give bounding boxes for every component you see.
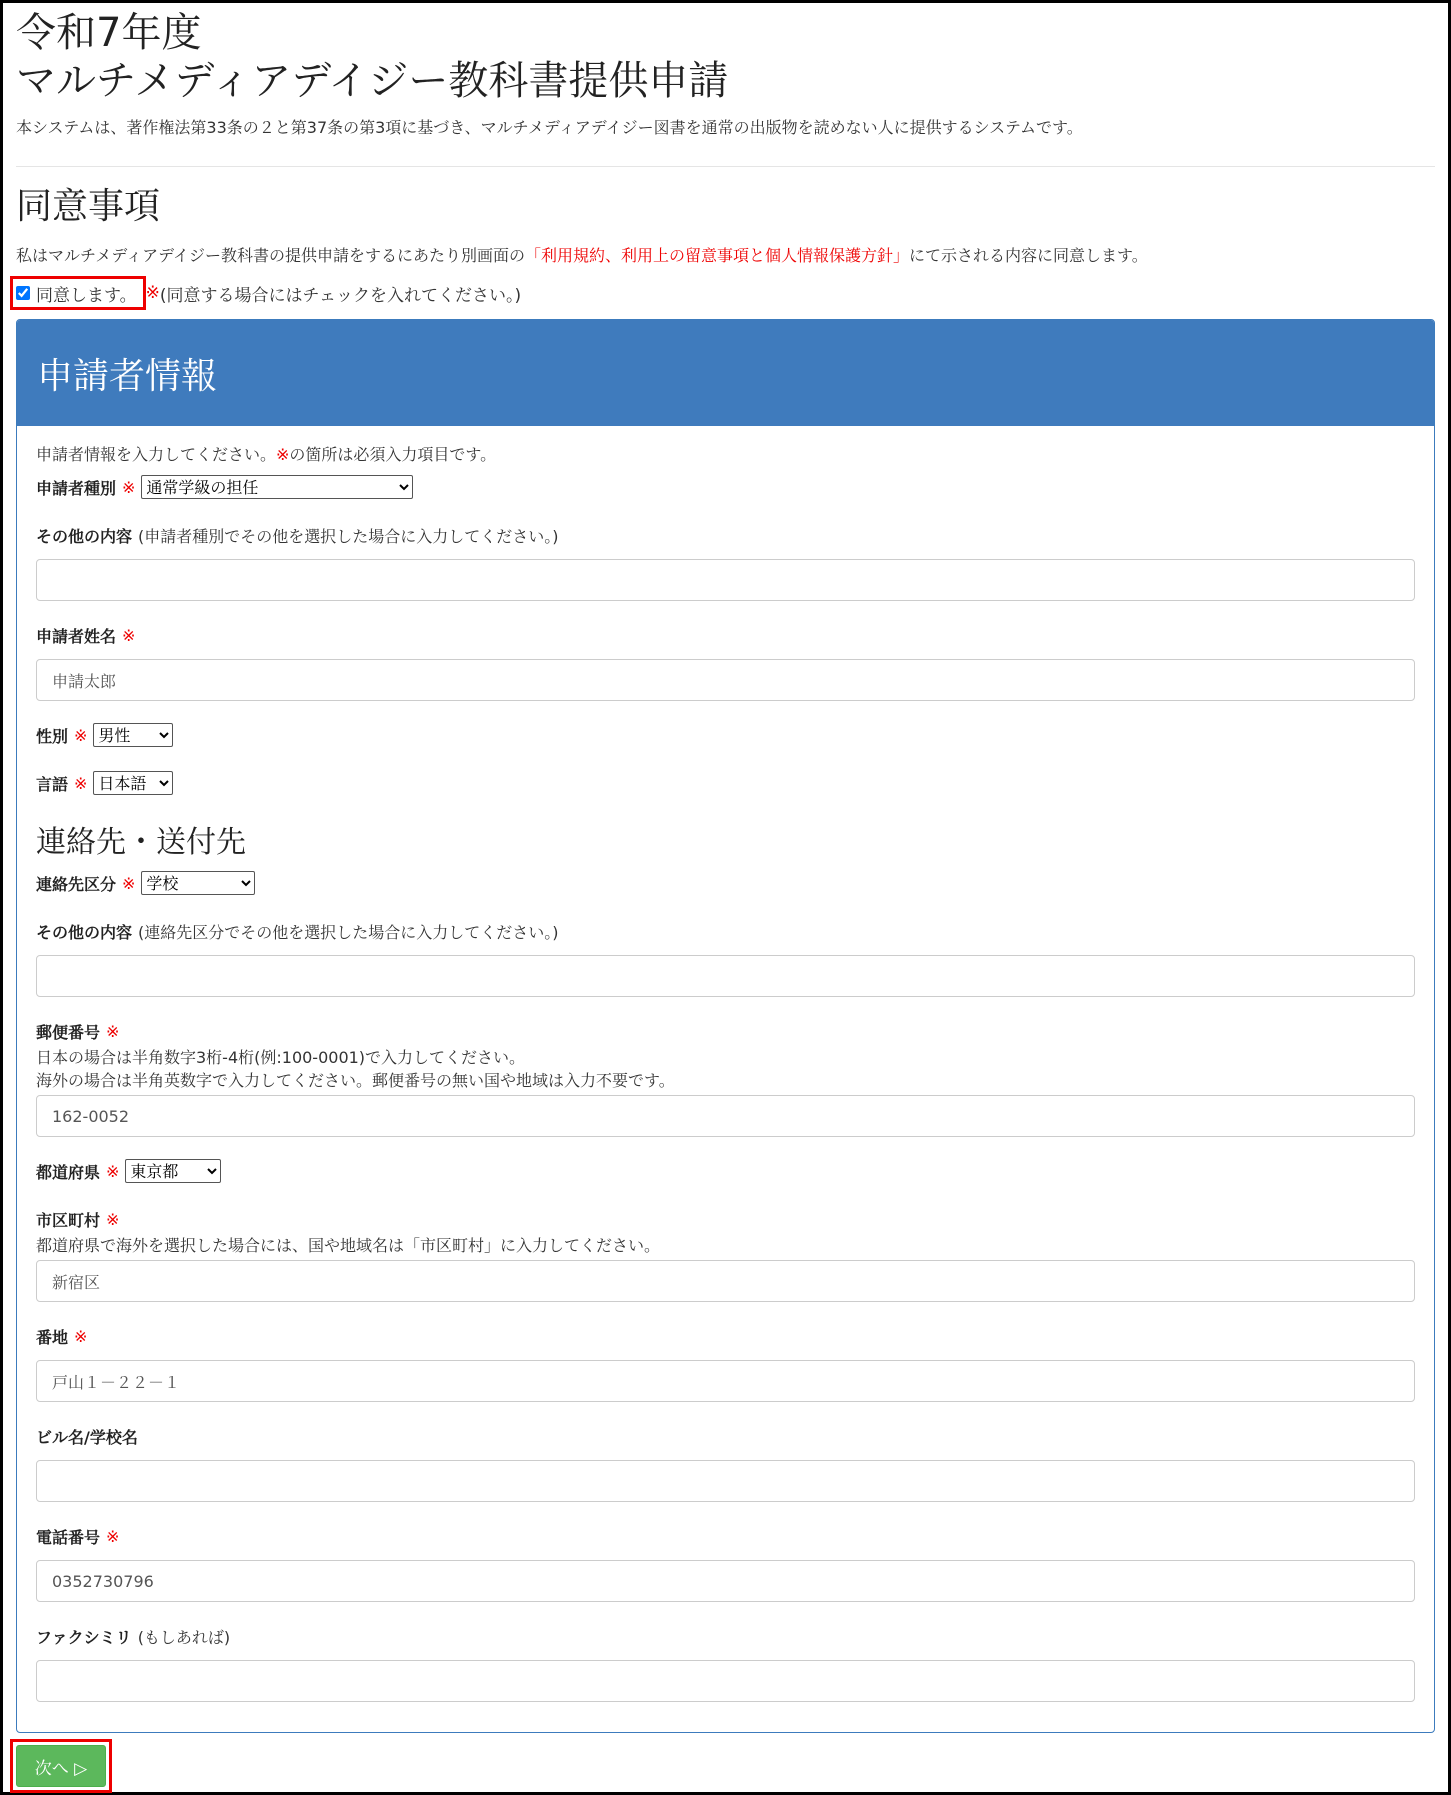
required-mark: ※ <box>122 625 136 645</box>
required-mark: ※ <box>122 873 136 893</box>
consent-text-after: にて示される内容に同意します。 <box>908 246 1148 265</box>
other2-input[interactable] <box>36 955 1415 997</box>
building-input[interactable] <box>36 1460 1415 1502</box>
applicant-type-field <box>36 473 1415 501</box>
postal-note-2: 海外の場合は半角英数字で入力してください。郵便番号の無い国や地域は入力不要です。 <box>36 1071 675 1090</box>
prefecture-select[interactable] <box>125 1159 221 1183</box>
language-label: 言語 <box>36 774 69 794</box>
divider <box>16 166 1435 167</box>
required-mark: ※ <box>106 1161 120 1181</box>
name-input[interactable] <box>36 659 1415 701</box>
phone-input[interactable] <box>36 1560 1415 1602</box>
postal-label: 郵便番号 <box>36 1022 101 1042</box>
next-button-highlight <box>10 1739 112 1793</box>
phone-label: 電話番号 <box>36 1527 101 1547</box>
other1-hint: (申請者種別でその他を選択した場合に入力してください。) <box>138 526 559 546</box>
page <box>3 9 1448 1733</box>
name-field <box>36 621 1415 701</box>
required-mark: ※ <box>106 1021 120 1041</box>
required-mark: ※ <box>276 445 290 464</box>
postal-input[interactable] <box>36 1095 1415 1137</box>
page-title-line2: マルチメディアデイジー教科書提供申請 <box>16 58 729 104</box>
system-description: 本システムは、著作権法第33条の２と第37条の第3項に基づき、マルチメディアデイジー図書を通常の出版物を読めない人に提供するシステムです。 <box>16 118 1083 137</box>
agree-checkbox-group[interactable] <box>10 276 146 310</box>
fax-hint: (もしあれば) <box>137 1627 231 1647</box>
other1-input[interactable] <box>36 559 1415 601</box>
fax-label: ファクシミリ <box>36 1627 132 1647</box>
agree-hint: (同意する場合にはチェックを入れてください。) <box>159 285 522 306</box>
agree-checkbox-label: 同意します。 <box>36 285 137 306</box>
intro-text-after: の箇所は必須入力項目です。 <box>289 445 497 464</box>
agree-checkbox[interactable] <box>16 286 30 300</box>
other1-field <box>36 521 1415 601</box>
fax-input[interactable] <box>36 1660 1415 1702</box>
city-input[interactable] <box>36 1260 1415 1302</box>
consent-text <box>16 243 1435 266</box>
other1-label: その他の内容 <box>36 526 133 546</box>
phone-field <box>36 1522 1415 1602</box>
applicant-type-select[interactable] <box>141 475 413 499</box>
gender-select[interactable] <box>93 723 173 747</box>
applicant-type-label: 申請者種別 <box>36 478 117 498</box>
prefecture-field <box>36 1157 1415 1185</box>
contact-type-select[interactable] <box>141 871 255 895</box>
intro-text: 申請者情報を入力してください。 <box>36 445 277 464</box>
page-title <box>16 9 1435 105</box>
name-label: 申請者姓名 <box>36 626 117 646</box>
required-mark: ※ <box>74 725 88 745</box>
gender-field <box>36 721 1415 749</box>
consent-heading: 同意事項 <box>16 186 161 227</box>
city-field <box>36 1205 1415 1302</box>
gender-label: 性別 <box>36 726 69 746</box>
building-label: ビル名/学校名 <box>36 1427 138 1447</box>
required-mark: ※ <box>106 1209 120 1229</box>
language-field <box>36 769 1415 797</box>
required-mark: ※ <box>145 283 160 303</box>
address-label: 番地 <box>36 1327 69 1347</box>
terms-link[interactable]: 「利用規約、利用上の留意事項と個人情報保護方針」 <box>524 246 909 265</box>
panel-title: 申請者情報 <box>37 355 218 397</box>
address-input[interactable] <box>36 1360 1415 1402</box>
panel-header <box>17 320 1434 426</box>
postal-field <box>36 1017 1415 1137</box>
language-select[interactable] <box>93 771 173 795</box>
other2-hint: (連絡先区分でその他を選択した場合に入力してください。) <box>138 922 559 942</box>
fax-field <box>36 1622 1415 1702</box>
required-mark: ※ <box>122 477 136 497</box>
required-mark: ※ <box>74 773 88 793</box>
city-note: 都道府県で海外を選択した場合には、国や地域名は「市区町村」に入力してください。 <box>36 1236 661 1255</box>
other2-field <box>36 917 1415 997</box>
city-label: 市区町村 <box>36 1210 101 1230</box>
prefecture-label: 都道府県 <box>36 1162 101 1182</box>
applicant-panel <box>16 319 1435 1733</box>
postal-note-1: 日本の場合は半角数字3桁-4桁(例:100-0001)で入力してください。 <box>36 1048 526 1067</box>
required-mark: ※ <box>74 1326 88 1346</box>
consent-row <box>16 278 1435 308</box>
next-button[interactable]: 次へ ▷ <box>16 1745 106 1787</box>
panel-intro <box>36 442 1415 465</box>
page-title-line1: 令和7年度 <box>16 10 202 56</box>
contact-heading: 連絡先・送付先 <box>36 825 246 860</box>
required-mark: ※ <box>106 1526 120 1546</box>
consent-text-before: 私はマルチメディアデイジー教科書の提供申請をするにあたり別画面の <box>16 246 525 265</box>
contact-type-field <box>36 869 1415 897</box>
building-field <box>36 1422 1415 1502</box>
address-field <box>36 1322 1415 1402</box>
other2-label: その他の内容 <box>36 922 133 942</box>
panel-body <box>17 426 1434 1732</box>
contact-type-label: 連絡先区分 <box>36 874 117 894</box>
